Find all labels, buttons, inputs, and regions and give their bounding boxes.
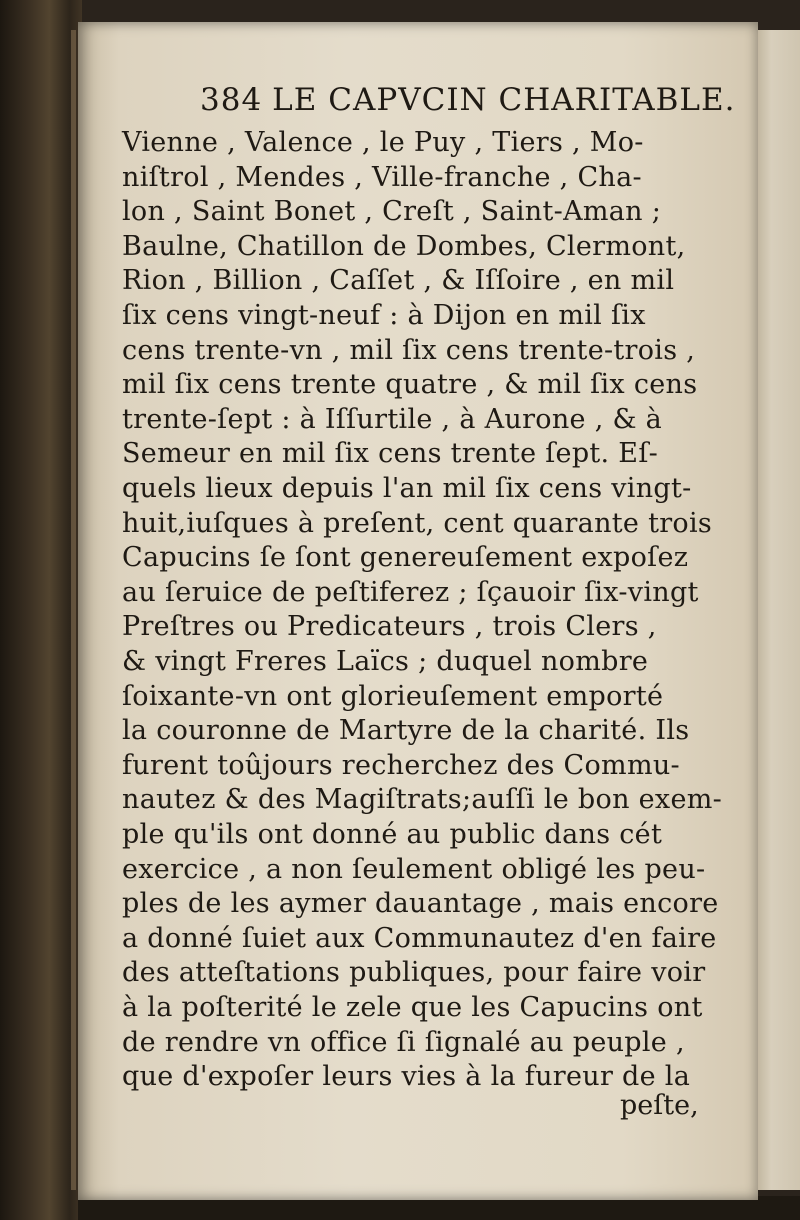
text-line: la couronne de Martyre de la charité. Ils: [122, 715, 690, 747]
text-line: quels lieux depuis l'an mil ſix cens vingt-: [122, 473, 692, 504]
text-line: Rion , Billion , Caſſet , & Iſſoire , en mil: [122, 265, 675, 297]
text-line: cens trente-vn , mil ſix cens trente-trois ,: [122, 334, 696, 366]
text-line: à la poſterité le zele que les Capucins ont: [122, 992, 703, 1023]
page-number: 384: [200, 82, 263, 118]
text-line: ſoixante-vn ont glorieuſement emporté: [122, 680, 664, 712]
text-line: ſix cens vingt-neuf : à Dijon en mil ſix: [122, 300, 646, 331]
running-header: [200, 80, 742, 120]
text-line: Capucins ſe ſont genereuſement expoſez: [122, 542, 689, 574]
text-line: & vingt Freres Laïcs ; duquel nombre: [122, 646, 649, 677]
text-line: nautez & des Magiſtrats;auſſi le bon exem-: [122, 784, 723, 816]
facing-page-edge: [752, 30, 800, 1190]
text-line: Semeur en mil ſix cens trente ſept. Eſ-: [122, 438, 659, 470]
catchword: peſte,: [620, 1090, 699, 1121]
text-line: Vienne , Valence , le Puy , Tiers , Mo-: [122, 127, 644, 158]
text-line: mil ſix cens trente quatre , & mil ſix cens: [122, 369, 698, 401]
text-line: exercice , a non ſeulement obligé les peu-: [122, 853, 706, 885]
text-line: des atteſtations publiques, pour faire voir: [122, 957, 706, 989]
text-line: furent toûjours recherchez des Commu-: [122, 749, 680, 781]
text-line: a donné ſuiet aux Communautez d'en faire: [122, 922, 717, 954]
text-line: niſtrol , Mendes , Ville-franche , Cha-: [122, 161, 642, 193]
text-line: au ſeruice de peſtiferez ; ſçauoir ſix-vingt: [122, 576, 699, 608]
text-line: trente-ſept : à Iſſurtile , à Aurone , & à: [122, 403, 663, 435]
book-spine: [0, 0, 82, 1220]
text-line: de rendre vn office ſi ſignalé au peuple ,: [122, 1026, 685, 1058]
text-line: ples de les aymer dauantage , mais encore: [122, 888, 719, 920]
text-line: que d'expoſer leurs vies à la fureur de la: [122, 1061, 691, 1093]
text-line: ple qu'ils ont donné au public dans cét: [122, 819, 663, 850]
running-title: LE CAPVCIN CHARITABLE.: [272, 82, 736, 118]
text-line: huit,iuſques à preſent, cent quarante trois: [122, 507, 713, 539]
text-line: lon , Saint Bonet , Creſt , Saint-Aman ;: [122, 196, 662, 228]
text-line: Baulne, Chatillon de Dombes, Clermont,: [122, 230, 686, 262]
page-text-block: [122, 80, 742, 122]
text-line: Preſtres ou Predicateurs , trois Clers ,: [122, 611, 657, 643]
